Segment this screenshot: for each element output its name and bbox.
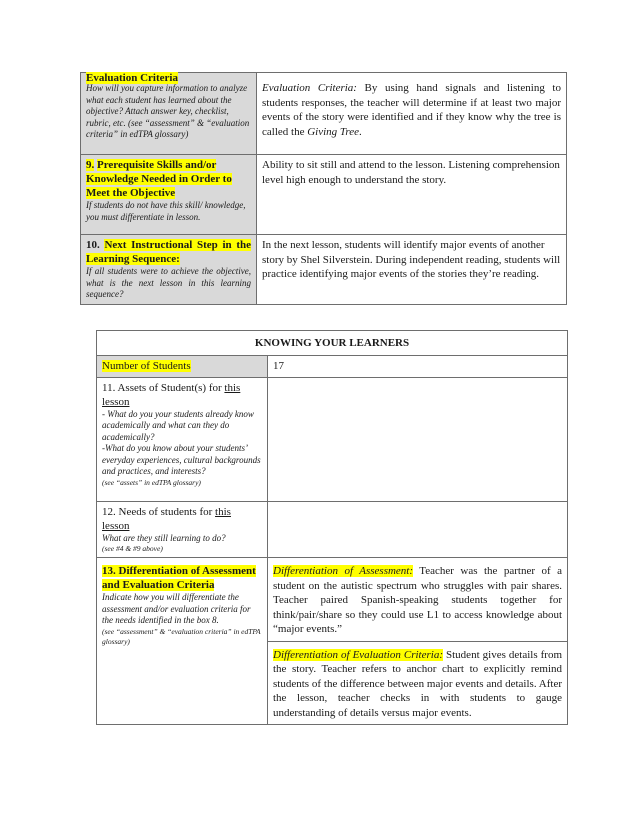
needs-response-cell: [268, 501, 568, 558]
differentiation-label-cell: [97, 558, 268, 725]
lesson-plan-table-top: [80, 72, 567, 305]
assets-title: 11. Assets of Student(s) for: [102, 381, 225, 394]
response-end: .: [359, 125, 362, 138]
next-step-number: 10.: [86, 239, 100, 251]
next-step-response: In the next lesson, students will identify major events of another story by Shel Silverstein. During independent reading, students will practice identifying major events of the stories they’re reading.: [262, 239, 561, 280]
giving-tree-title: Giving Tree: [307, 125, 360, 138]
number-of-students-label-cell: [97, 356, 268, 378]
table-row: [81, 235, 567, 305]
evaluation-criteria-help: How will you capture information to analyze what each student has learned about the objective? Attach answer key, checklist, rubric, etc. (see “assessment” & “evaluation criteria” in edTPA glossary): [86, 83, 250, 139]
needs-title-lesson: lesson: [102, 519, 130, 532]
needs-note: (see #4 & #9 above): [102, 544, 163, 553]
differentiation-help: Indicate how you will differentiate the assessment and/or evaluation criteria for the needs identified in the box 8.: [102, 592, 251, 625]
prerequisite-skills-help: If students do not have this skill/ knowledge, you must differentiate in lesson.: [86, 200, 246, 222]
next-step-label-cell: [81, 235, 257, 305]
assets-help: - What do you your students already know academically and what can they do academically? -What do you know about your students’ everyday experiences, cultural backgrounds and practices, and interests?: [102, 408, 261, 476]
table-row: [97, 331, 568, 356]
differentiation-title: 13. Differentiation of Assessment and Evaluation Criteria: [102, 565, 256, 591]
differentiation-assessment-cell: [268, 558, 568, 642]
prerequisite-number: 9.: [86, 159, 95, 171]
differentiation-assessment-label: Differentiation of Assessment:: [273, 565, 414, 577]
table-row: [97, 377, 568, 501]
differentiation-evaluation-label: Differentiation of Evaluation Criteria:: [273, 648, 443, 661]
table-row: [81, 73, 567, 155]
table-row: [97, 558, 568, 642]
evaluation-criteria-title: Evaluation Criteria: [86, 72, 178, 84]
table-row: [97, 501, 568, 558]
number-of-students-label: Number of Students: [102, 360, 191, 372]
assets-title-lesson: lesson: [102, 395, 130, 408]
differentiation-note: (see “assessment” & “evaluation criteria” in edTPA glossary): [102, 626, 261, 646]
knowing-your-learners-table: [96, 330, 568, 725]
number-of-students-value: 17: [273, 360, 284, 372]
prerequisite-skills-response: Ability to sit still and attend to the lesson. Listening comprehension level high enough to understand the story.: [262, 159, 560, 186]
prerequisite-skills-response-cell: [257, 155, 567, 235]
needs-label-cell: [97, 501, 268, 558]
assets-note: (see “assets” in edTPA glossary): [102, 477, 201, 487]
differentiation-assessment-text: Teacher was the partner of a student on the autistic spectrum who struggles with pair shares. Teacher paired Spanish-speaking students together for think/pair/share so they could use L1 to access knowledge about “major events.”: [273, 565, 563, 635]
needs-title-emphasis: this: [215, 505, 231, 518]
number-of-students-value-cell: [268, 356, 568, 378]
differentiation-evaluation-cell: [268, 641, 568, 725]
knowing-your-learners-heading: KNOWING YOUR LEARNERS: [97, 331, 568, 356]
needs-help: What are they still learning to do?: [102, 532, 226, 543]
assets-label-cell: [97, 377, 268, 501]
evaluation-criteria-response-cell: [257, 73, 567, 155]
assets-response-cell: [268, 377, 568, 501]
next-step-response-cell: [257, 235, 567, 305]
next-step-help: If all students were to achieve the objective, what is the next lesson in this learning sequence?: [86, 266, 251, 299]
next-step-title: Next Instructional Step in the Learning Sequence:: [86, 239, 251, 265]
assets-title-emphasis: this: [224, 381, 241, 394]
evaluation-criteria-response-label: Evaluation Criteria:: [262, 82, 357, 94]
evaluation-criteria-label-cell: [81, 73, 257, 155]
differentiation-evaluation-text: Student gives details from the story. Teacher refers to anchor chart to explicitly remind students of the difference between major events and details. After the lesson, teacher checks in with students to gauge understanding of details versus major events.: [273, 648, 563, 719]
needs-title: 12. Needs of students for: [102, 505, 216, 518]
table-row: [97, 356, 568, 378]
prerequisite-skills-title: Prerequisite Skills and/or Knowledge Needed in Order to Meet the Objective: [86, 159, 232, 199]
table-row: [81, 155, 567, 235]
prerequisite-skills-label-cell: [81, 155, 257, 235]
evaluation-criteria-response-text: By using hand signals and listening to students responses, the teacher will determine if at least two major events of the story were identified and if they know why the tree is called the: [262, 82, 561, 138]
